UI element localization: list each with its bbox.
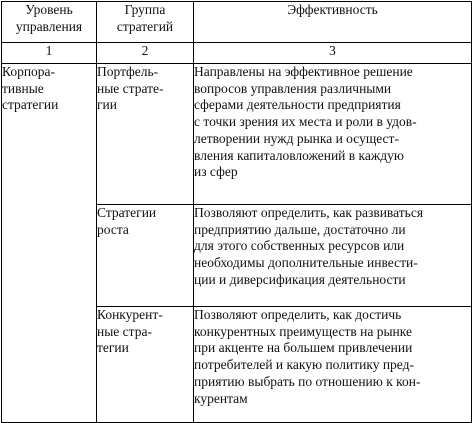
header-level-line-2: управления: [15, 18, 83, 34]
group-line: тегии: [97, 340, 129, 356]
effectiveness-line: Позволяют определить, как достичь: [194, 307, 402, 322]
effectiveness-line: курентам: [194, 390, 248, 406]
column-number-1: 1: [2, 43, 97, 64]
effectiveness-line: Направлены на эффективное решение: [194, 64, 413, 79]
effectiveness-cell-growth: [194, 205, 472, 307]
column-number-3: 3: [194, 43, 472, 64]
effectiveness-line: необходимы дополнительные инвести-: [194, 255, 418, 271]
effectiveness-line: потребителей и какую политику пред-: [194, 357, 414, 373]
effectiveness-line: летворении нужд рынка и осущест-: [194, 130, 399, 146]
group-cell-competitive: [97, 307, 194, 423]
header-effectiveness: [194, 2, 472, 43]
effectiveness-line: предприятию дальше, достаточно ли: [194, 221, 406, 237]
effectiveness-line: для этого собственных ресурсов или: [194, 238, 405, 254]
header-group-line-1: Группа: [124, 2, 166, 17]
level-cell: [2, 64, 97, 423]
header-group-line-2: стратегий: [116, 18, 174, 34]
effectiveness-line: Позволяют определить, как развиваться: [194, 205, 424, 220]
group-line: Портфель-: [97, 64, 159, 79]
level-line-1: Корпора-: [2, 64, 56, 79]
effectiveness-line: вопросов управления различными: [194, 80, 392, 96]
group-cell-growth: [97, 205, 194, 307]
effectiveness-line: вления капиталовложений в каждую: [194, 147, 404, 163]
effectiveness-line: ции и диверсификация деятельности: [194, 271, 406, 287]
group-line: гии: [97, 97, 117, 113]
header-effectiveness-text: Эффективность: [287, 2, 378, 17]
effectiveness-cell-portfolio: [194, 64, 472, 205]
effectiveness-line: из сфер: [194, 164, 238, 180]
effectiveness-line: с точки зрения их места и роли в удов-: [194, 114, 417, 130]
effectiveness-line: при акценте на большем привлечении: [194, 340, 413, 356]
strategy-table: [1, 1, 472, 423]
level-line-3: стратегии: [2, 97, 59, 113]
group-line: Конкурент-: [97, 307, 163, 322]
effectiveness-cell-competitive: [194, 307, 472, 423]
effectiveness-line: сферами деятельности предприятия: [194, 97, 401, 113]
group-line: Стратегии: [97, 205, 157, 220]
group-cell-portfolio: [97, 64, 194, 205]
effectiveness-line: приятию выбрать по отношению к кон-: [194, 373, 421, 389]
group-line: роста: [97, 221, 129, 237]
header-row: [2, 2, 472, 43]
header-level-line-1: Уровень: [25, 2, 73, 17]
header-level: [2, 2, 97, 43]
column-number-2: 2: [97, 43, 194, 64]
effectiveness-line: конкурентных преимуществ на рынке: [194, 323, 412, 339]
level-line-2: тивные: [2, 80, 44, 96]
table-row: [2, 64, 472, 205]
column-number-row: [2, 43, 472, 64]
group-line: ные стра-: [97, 323, 152, 339]
group-line: ные страте-: [97, 80, 164, 96]
header-group: [97, 2, 194, 43]
